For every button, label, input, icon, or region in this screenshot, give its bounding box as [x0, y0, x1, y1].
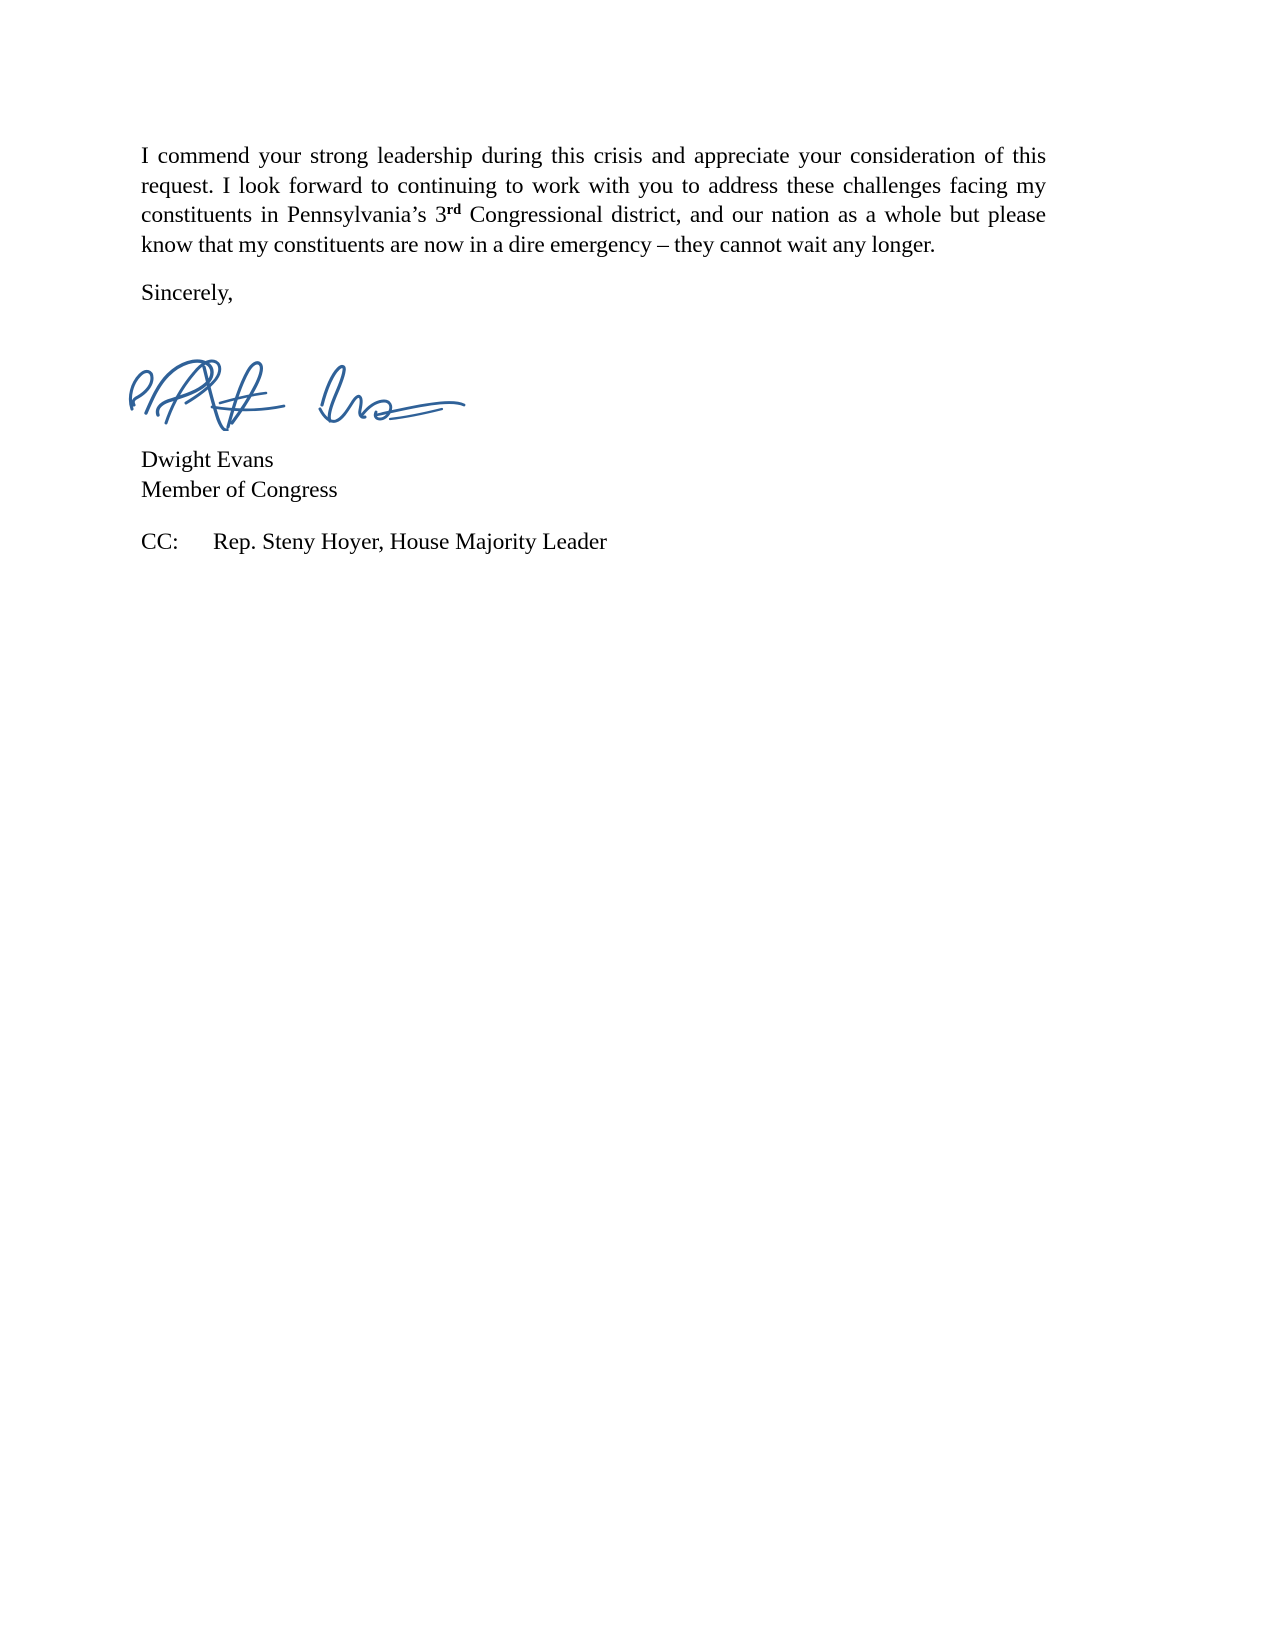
valediction: Sincerely, [141, 280, 234, 306]
signature-image [108, 331, 488, 431]
ordinal-suffix: rd [446, 202, 462, 218]
cc-line [141, 528, 607, 558]
signature-block [141, 446, 338, 505]
closing-paragraph [141, 142, 1046, 260]
closing-paragraph-text-part2: Congressional district, and our nation as a whole but please know that my constituents are now in a dire emergency – they cannot wait any longer. [141, 202, 1046, 258]
cc-recipient: Rep. Steny Hoyer, House Majority Leader [213, 529, 607, 555]
closing-paragraph-block [141, 142, 1046, 260]
cc-label: CC: [141, 529, 179, 555]
closing-paragraph-text-part1: I commend your strong leadership during this crisis and appreciate your consideration of this request. I look forward to continuing to work with you to address these challenges facing my constituents in Pennsylvania’s 3 [141, 143, 1046, 228]
signer-title: Member of Congress [141, 476, 338, 503]
signer-name: Dwight Evans [141, 447, 274, 473]
